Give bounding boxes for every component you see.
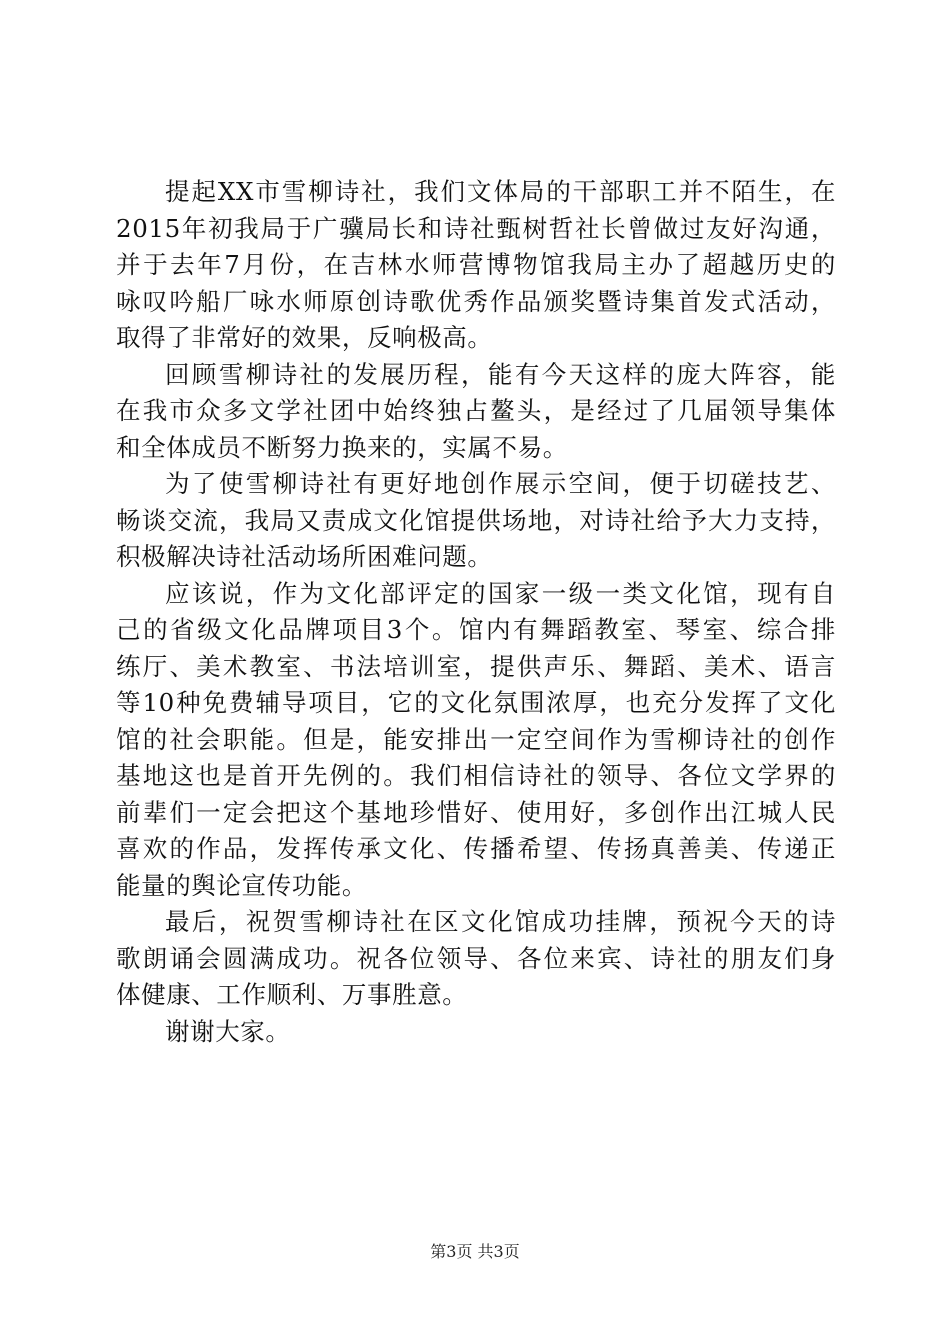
text-line: 喜欢的作品，发挥传承文化、传播希望、传扬真善美、传递正 xyxy=(116,834,836,863)
text-line: 积极解决诗社活动场所困难问题。 xyxy=(116,542,493,571)
text-line: 等10种免费辅导项目，它的文化氛围浓厚，也充分发挥了文化 xyxy=(116,688,836,717)
text-line: 提起XX市雪柳诗社，我们文体局的干部职工并不陌生，在 xyxy=(165,177,836,206)
text-line: 取得了非常好的效果，反响极高。 xyxy=(116,323,493,352)
text-line: 并于去年7月份，在吉林水师营博物馆我局主办了超越历史的 xyxy=(116,250,836,279)
text-line: 回顾雪柳诗社的发展历程，能有今天这样的庞大阵容，能 xyxy=(165,359,836,389)
text-line: 基地这也是首开先例的。我们相信诗社的领导、各位文学界的 xyxy=(116,761,836,790)
text-line: 2015年初我局于广骥局长和诗社甄树哲社长曾做过友好沟通， xyxy=(116,213,836,243)
text-line: 体健康、工作顺利、万事胜意。 xyxy=(116,980,468,1009)
text-line: 己的省级文化品牌项目3个。馆内有舞蹈教室、琴室、综合排 xyxy=(116,615,836,644)
page-number-label: 第3页 共3页 xyxy=(430,1242,520,1261)
text-line: 能量的舆论宣传功能。 xyxy=(116,870,367,900)
text-line: 畅谈交流，我局又责成文化馆提供场地，对诗社给予大力支持， xyxy=(116,505,836,535)
text-line: 前辈们一定会把这个基地珍惜好、使用好，多创作出江城人民 xyxy=(116,797,836,827)
text-line: 馆的社会职能。但是，能安排出一定空间作为雪柳诗社的创作 xyxy=(116,724,836,754)
text-line: 歌朗诵会圆满成功。祝各位领导、各位来宾、诗社的朋友们身 xyxy=(116,943,836,973)
text-line: 最后，祝贺雪柳诗社在区文化馆成功挂牌，预祝今天的诗 xyxy=(165,907,836,936)
text-line: 应该说，作为文化部评定的国家一级一类文化馆，现有自 xyxy=(165,578,836,608)
page-footer xyxy=(0,1240,950,1264)
text-line: 谢谢大家。 xyxy=(165,1016,291,1046)
text-line: 练厅、美术教室、书法培训室，提供声乐、舞蹈、美术、语言 xyxy=(116,651,836,681)
document-body xyxy=(116,174,836,1050)
text-line: 和全体成员不断努力换来的，实属不易。 xyxy=(116,432,568,462)
text-line: 咏叹吟船厂咏水师原创诗歌优秀作品颁奖暨诗集首发式活动， xyxy=(116,286,836,316)
text-line: 在我市众多文学社团中始终独占鳌头，是经过了几届领导集体 xyxy=(116,396,836,425)
text-line: 为了使雪柳诗社有更好地创作展示空间，便于切磋技艺、 xyxy=(165,469,836,498)
